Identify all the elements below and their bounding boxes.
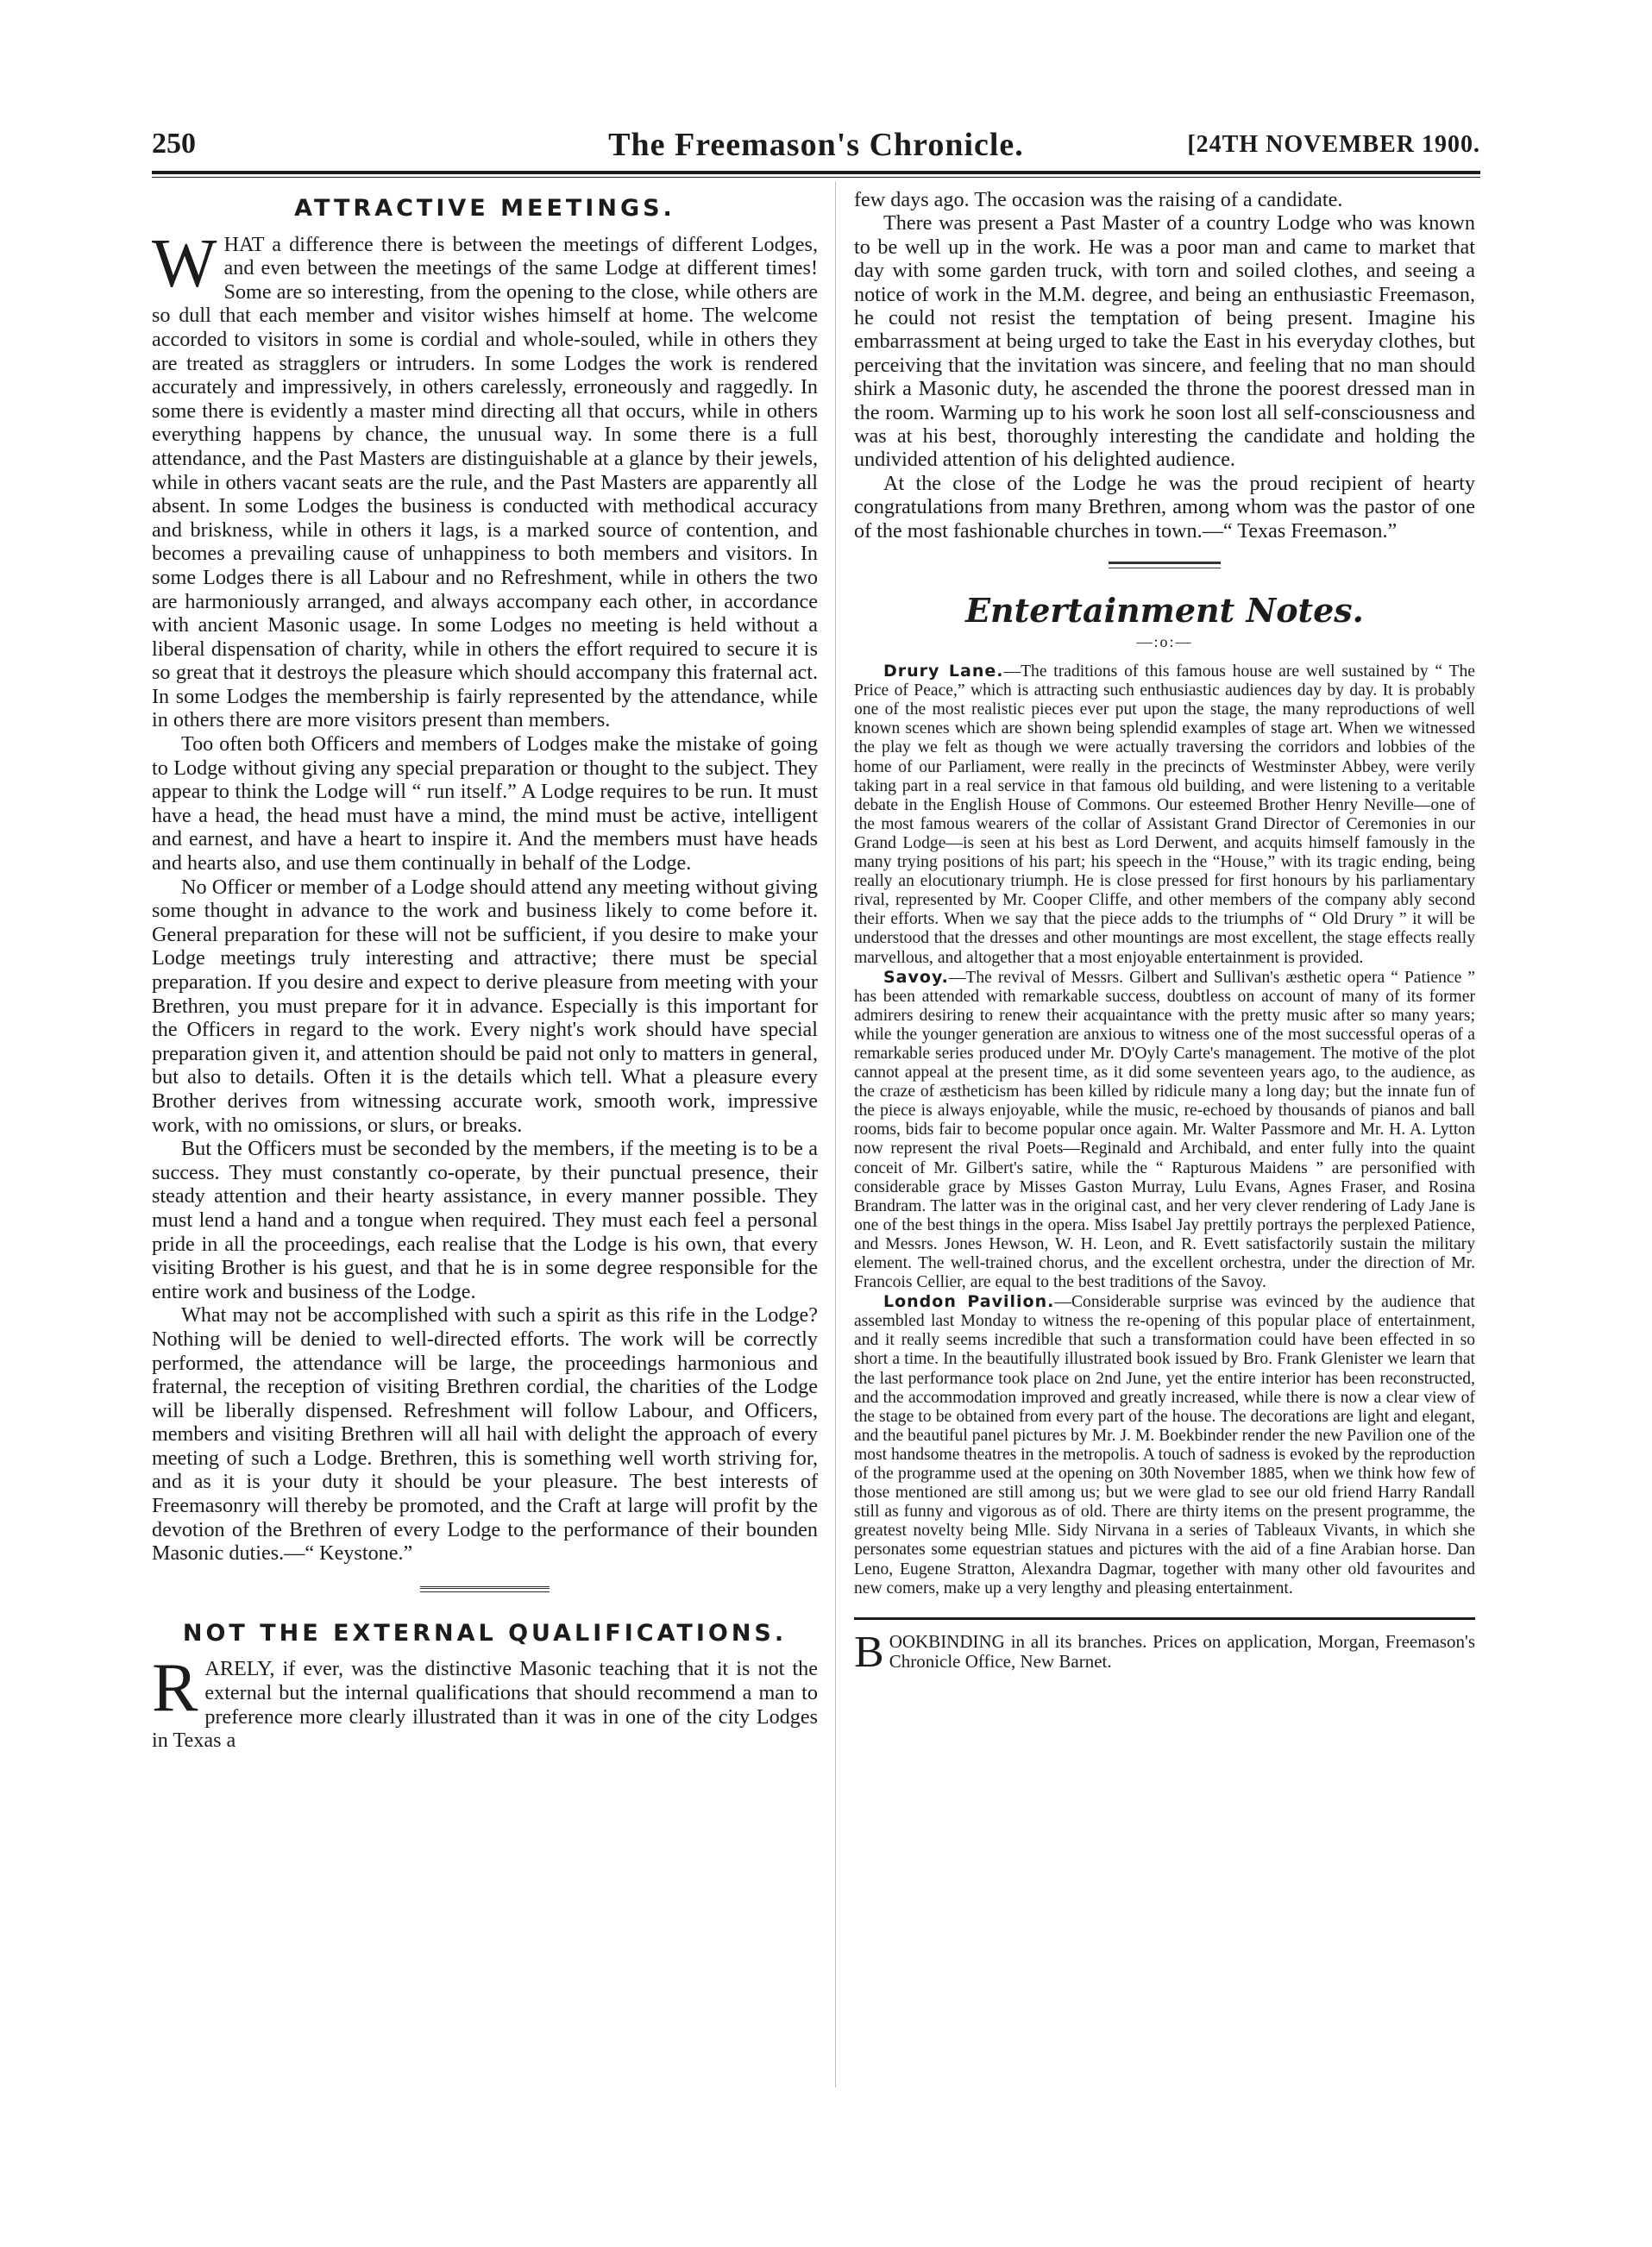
advert-cap: B (854, 1627, 884, 1677)
note-lead: Savoy. (883, 967, 949, 987)
note-lead: Drury Lane. (883, 662, 1004, 681)
column-divider (835, 181, 836, 2087)
article-heading-qualifications: NOT THE EXTERNAL QUALIFICATIONS. (182, 1619, 788, 1647)
article-paragraph: There was present a Past Master of a country Lodge who was known to be well up in the work. He was a poor man and came to market that day with some garden truck, with torn and soiled clothes, and seeing a notice of work in the M.M. degree, and being an enthusiastic Freemason, he could not resist the temptation of being present. Imagine his embarrassment at being urged to take the East in his everyday clothes, but perceiving that the invitation was sincere, and feeling that no man should shirk a Masonic duty, he ascended the throne the poorest dressed man in the room. Warming up to his work he soon lost all self-consciousness and was at his best, thoroughly interesting the candidate and holding the undivided attention of his delighted audience. (854, 211, 1475, 472)
article-paragraph (152, 225, 818, 732)
note-text: —The traditions of this famous house are well sustained by “ The Price of Peace,” which is attracting such enthusiastic audiences day by day. It is probably one of the most realistic pieces ever put upon the stage, the many reproductions of well known scenes which are shown being splendid examples of stage art. When we witnessed the play we felt as though we were actually traversing the corridors and lobbies of the home of our Parliament, were really in the precincts of Westminster Abbey, were verily taking part in a real service in that famous old building, and were listening to a veritable debate in the English House of Commons. Our esteemed Brother Henry Neville—one of the most famous wearers of the collar of Assistant Grand Director of Ceremonies in our Grand Lodge—is seen at his best as Lord Derwent, and acquits himself famously in the many trying positions of his part; his speech in the “House,” with its tragic ending, being really an elocutionary triumph. He is close pressed for first honours by his parliamentary rival, represented by Mr. Cooper Cliffe, and other members of the company ably second their efforts. When we say that the piece adds to the triumphs of “ Old Drury ” it will be understood that the dresses and other mountings are most excellent, the stage effects really marvellous, and altogether that a most enjoyable entertainment is provided. (854, 662, 1475, 967)
drop-cap: W (152, 225, 217, 302)
qualifications-continued (854, 188, 1475, 543)
article-paragraph: Too often both Officers and members of Lodges make the mistake of going to Lodge without giving any special preparation or thought to the subject. They appear to think the Lodge will “ run itself.” A Lodge requires to be run. It must have a head, the head must have a mind, the mind must be active, intelligent and earnest, and have a heart to inspire it. And the members must have heads and hearts also, and use them continually in behalf of the Lodge. (152, 732, 818, 876)
article-paragraph: few days ago. The occasion was the raising of a candidate. (854, 188, 1343, 211)
article-paragraph: But the Officers must be seconded by the members, if the meeting is to be a success. They must constantly co-operate, by their punctual presence, their steady attention and their hearty assistance, in every manner possible. They must lend a hand and a tongue when required. They must each feel a personal pride in all the proceedings, each realise that the Lodge is his own, that every visiting Brother is his guest, and that he is in some degree responsible for the entire work and business of the Lodge. (152, 1137, 818, 1303)
advert-text: OOKBINDING in all its branches. Prices on application, Morgan, Freemason's Chronicle Office, New Barnet. (889, 1630, 1475, 1672)
masthead-title: The Freemason's Chronicle. (608, 127, 1024, 163)
issue-date: [24TH NOVEMBER 1900. (1187, 131, 1480, 158)
note-text: —The revival of Messrs. Gilbert and Sullivan's æsthetic opera “ Patience ” has been attended with remarkable success, doubtless on account of many of its former admirers desiring to renew their acquaintance with the pretty music after so many years; while the younger generation are anxious to witness one of the most successful operas of a remarkable series produced under Mr. D'Oyly Carte's management. The motive of the plot cannot appeal at the present time, as it did some seventeen years ago, to the audience, as the craze of æstheticism has been killed by ridicule many a long day; but the innate fun of the piece is always enjoyable, while the music, re-echoed by thousands of pianos and ball rooms, bids fair to become popular once again. Mr. Walter Passmore and Mr. H. A. Lytton now represent the rival Poets—Reginald and Archibald, and enter fully into the quaint conceit of Mr. Gilbert's satire, while the “ Rapturous Maidens ” are personified with considerable grace by Misses Gaston Murray, Lulu Evans, Agnes Fraser, and Rosina Brandram. The latter was in the original cast, and her very clever rendering of Lady Jane is one of the best things in the opera. Miss Isabel Jay prettily portrays the perplexed Patience, and Messrs. Jones Hewson, W. H. Leon, and R. Evett satisfactorily sustain the military element. The well-trained chorus, and the excellent orchestra, under the direction of Mr. Francois Cellier, are equal to the best traditions of the Savoy. (854, 968, 1475, 1292)
heading-separator: —:o:— (1136, 633, 1193, 651)
article-heading-attractive-meetings: ATTRACTIVE MEETINGS. (294, 195, 675, 222)
section-divider (420, 1586, 550, 1592)
bookbinding-advert (854, 1627, 1475, 1677)
entertainment-notes (854, 662, 1475, 1598)
note-text: —Considerable surprise was evinced by the audience that assembled last Monday to witness the re-opening of this popular place of entertainment, and it really seems incredible that such a transformation could have been effected in so short a time. In the beautifully illustrated book issued by Bro. Frank Glenister we learn that the last performance took place on 2nd June, yet the entire interior has been reconstructed, and the accommodation improved and greatly increased, while there is now a clear view of the stage to be obtained from every part of the house. The decorations are light and elegant, and the beautiful panel pictures by Mr. J. M. Boekbinder render the new Pavilion one of the most handsome theatres in the metropolis. A touch of sadness is evoked by the reproduction of the programme used at the opening on 30th November 1885, when we think how few of those mentioned are still among us; but we were glad to see our old friend Harry Randall still as funny and vigorous as of old. There are thirty items on the present programme, the greatest novelty being Mlle. Sidy Nirvana in a series of Tableaux Vivants, in which she personates some equestrian statues and pictures with the aid of a fine Arabian horse. Dan Leno, Eugene Stratton, Alexandra Dagmar, together with many other old favourites and new comers, make up a very lengthy and pleasing entertainment. (854, 1293, 1475, 1597)
note-london-pavilion (854, 1292, 1475, 1598)
note-lead: London Pavilion. (883, 1292, 1055, 1312)
entertainment-heading: Entertainment Notes. (965, 591, 1364, 631)
section-divider (1109, 562, 1221, 568)
paragraph-text: HAT a difference there is between the meetings of different Lodges, and even between the meetings of the same Lodge at different times! Some are so interesting, from the opening to the close, while others are so dull that each member and visitor wishes himself at home. The welcome accorded to visitors in some is cordial and whole-souled, while in others they are treated as stragglers or intruders. In some Lodges the work is rendered accurately and impressively, in others carelessly, erroneously and raggedly. In some there is evidently a master mind directing all that occurs, while in others everything happens by chance, the unusual way. In some there is a full attendance, and the Past Masters are distinguishable at a glance by their jewels, while in others vacant seats are the rule, and the Past Masters are apparently all absent. In some Lodges the business is conducted with methodical accuracy and briskness, while in others it lags, is a marked source of contention, and becomes a prevailing cause of unhappiness to both members and visitors. In some Lodges there is all Labour and no Refreshment, while in others the two are harmoniously arranged, and always accompany each other, in accordance with ancient Masonic usage. In some Lodges no meeting is held without a liberal dispensation of charity, while in others the effort required to secure it is so great that it destroys the pleasure which should accompany this fraternal act. In some Lodges the membership is fairly represented by the attendance, while in others there are more visitors present than members. (152, 232, 818, 732)
note-drury-lane (854, 662, 1475, 968)
article-paragraph (152, 1650, 818, 1753)
header-rule-thin (152, 177, 1480, 178)
header-rule (152, 171, 1480, 174)
right-column (854, 188, 1475, 1677)
article-paragraph: No Officer or member of a Lodge should attend any meeting without giving some thought in advance to the work and business likely to come before it. General preparation for these will not be sufficient, if you desire to make your Lodge meetings truly interesting and attractive; there must be special preparation. If you desire and expect to derive pleasure from meeting with your Brethren, you must prepare for it in advance. Especially is this important for the Officers in regard to the work. Every night's work should have special preparation given it, and attention should be paid not only to matters in general, but also to details. Often it is the details which tell. What a pleasure every Brother derives from witnessing accurate work, smooth work, impressive work, with no omissions, or slurs, or breaks. (152, 875, 818, 1137)
drop-cap: R (152, 1650, 198, 1727)
paragraph-text: ARELY, if ever, was the distinctive Masonic teaching that it is not the external but the internal qualifications that should recommend a man to preference more clearly illustrated than it was in one of the city Lodges in Texas a (152, 1657, 818, 1753)
page-number: 250 (152, 128, 196, 160)
page-header (152, 128, 1480, 171)
note-savoy (854, 968, 1475, 1293)
article-paragraph: At the close of the Lodge he was the proud recipient of hearty congratulations from many Brethren, among whom was the pastor of one of the most fashionable churches in town.—“ Texas Freemason.” (854, 471, 1475, 543)
left-column (152, 191, 818, 1753)
article-paragraph: What may not be accomplished with such a spirit as this rife in the Lodge? Nothing will be denied to well-directed efforts. The work will be correctly performed, the attendance will be large, the proceedings harmonious and fraternal, the reception of visiting Brethren cordial, the charities of the Lodge will be liberally dispensed. Refreshment will follow Labour, and Officers, members and visiting Brethren will all hail with delight the approach of every meeting of such a Lodge. Brethren, this is something well worth striving for, and as it is your duty it should be your pleasure. The best interests of Freemasonry will thereby be promoted, and the Craft at large will profit by the devotion of the Brethren of every Lodge to the performance of their bounden Masonic duties.—“ Keystone.” (152, 1303, 818, 1566)
advert-rule (854, 1617, 1475, 1620)
